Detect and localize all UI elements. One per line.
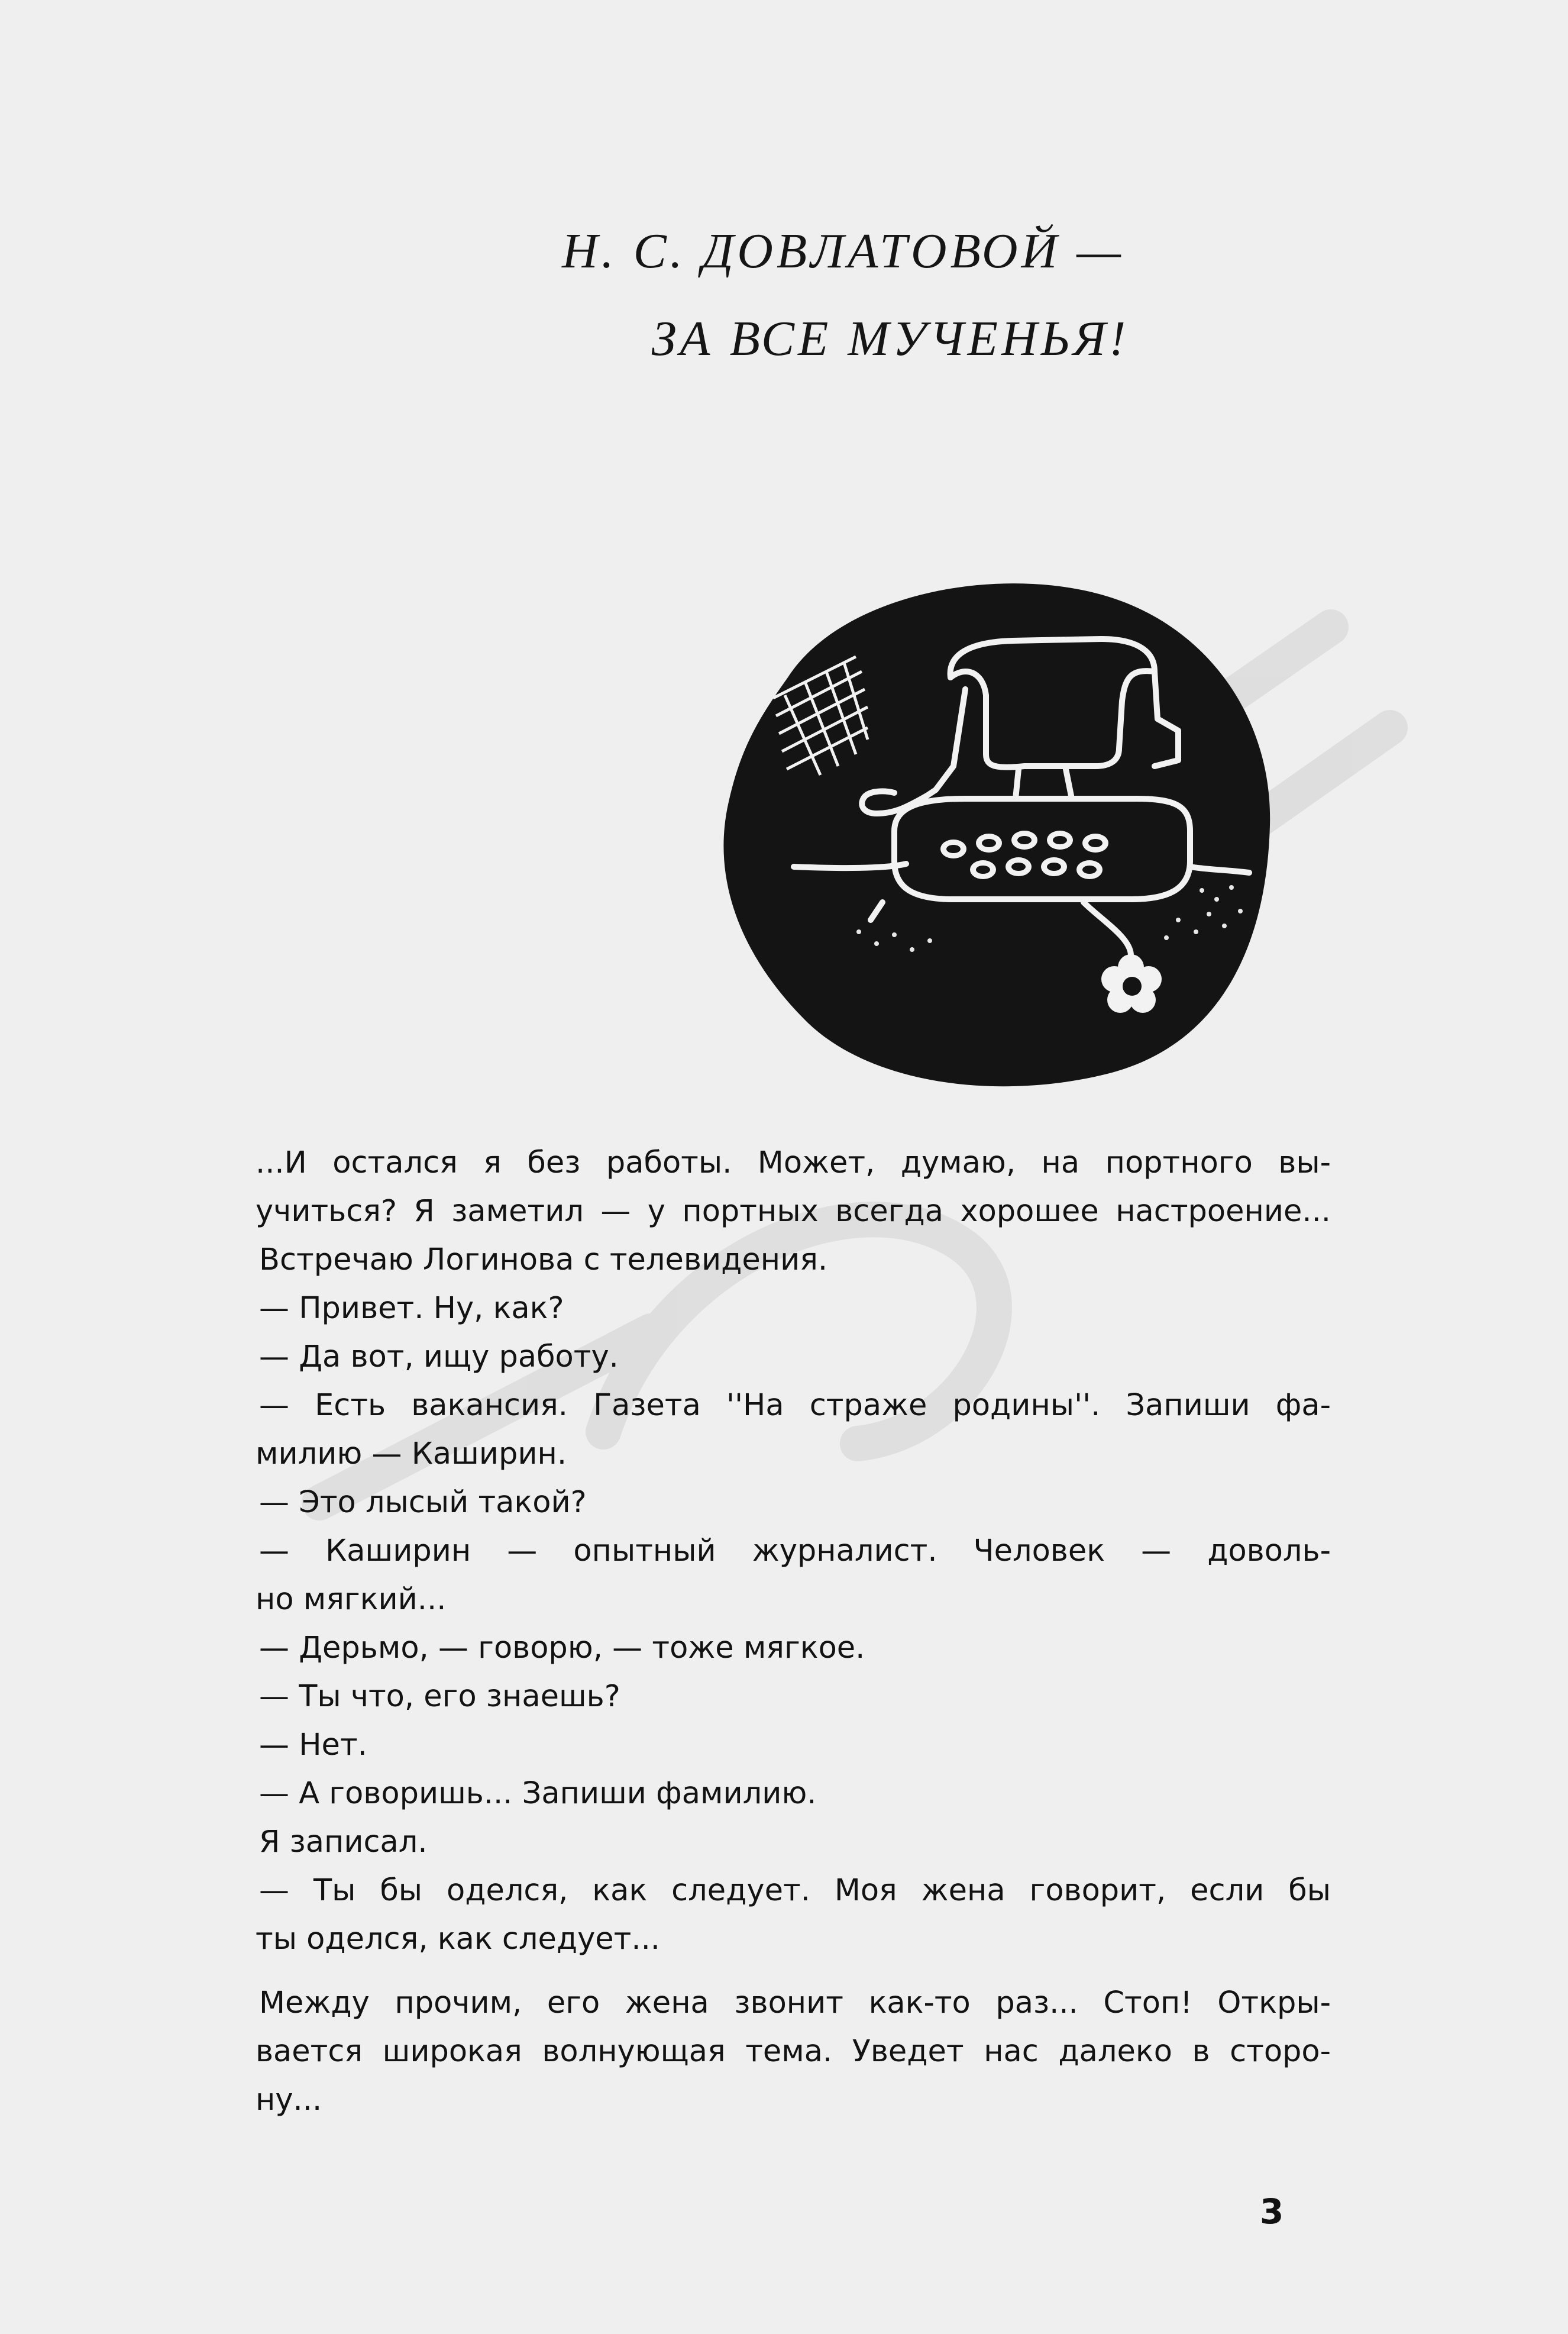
text-line: — Это лысый такой? [259,1485,587,1520]
text-line: Встречаю Логинова с телевидения. [259,1242,828,1277]
text-line: ...И остался я без работы. Может, думаю, на портного вы- [256,1145,1331,1180]
body-text [256,1139,1331,2125]
dedication-line-1: Н. С. ДОВЛАТОВОЙ — [562,224,1124,279]
text-line: Я записал. [259,1825,428,1860]
text-line: но мягкий... [256,1582,447,1617]
text-line: — Ты что, его знаешь? [259,1679,620,1714]
text-line: ну... [256,2083,322,2117]
text-line: вается широкая волнующая тема. Уведет нас далеко в сторо- [256,2034,1331,2069]
text-line: — Да вот, ищу работу. [259,1339,619,1374]
typewriter-illustration-icon [717,571,1279,1092]
text-line: — Каширин — опытный журналист. Человек — доволь- [259,1534,1331,1568]
text-line: Между прочим, его жена звонит как-то раз... Стоп! Откры- [259,1986,1331,2020]
text-line: — Нет. [259,1728,367,1762]
text-line: — Есть вакансия. Газета ''На страже родины''. Запиши фа- [259,1388,1331,1423]
text-line: ты оделся, как следует... [256,1922,661,1957]
text-line: — А говоришь... Запиши фамилию. [259,1776,817,1811]
text-line: — Дерьмо, — говорю, — тоже мягкое. [259,1631,865,1665]
page-number: 3 [1260,2191,1284,2232]
text-line: — Ты бы оделся, как следует. Моя жена говорит, если бы [259,1873,1331,1908]
text-line: — Привет. Ну, как? [259,1291,564,1326]
dedication-line-2: ЗА ВСЕ МУЧЕНЬЯ! [651,311,1130,366]
text-line: милию — Каширин. [256,1436,567,1471]
text-line: учиться? Я заметил — у портных всегда хорошее настроение... [256,1194,1331,1229]
